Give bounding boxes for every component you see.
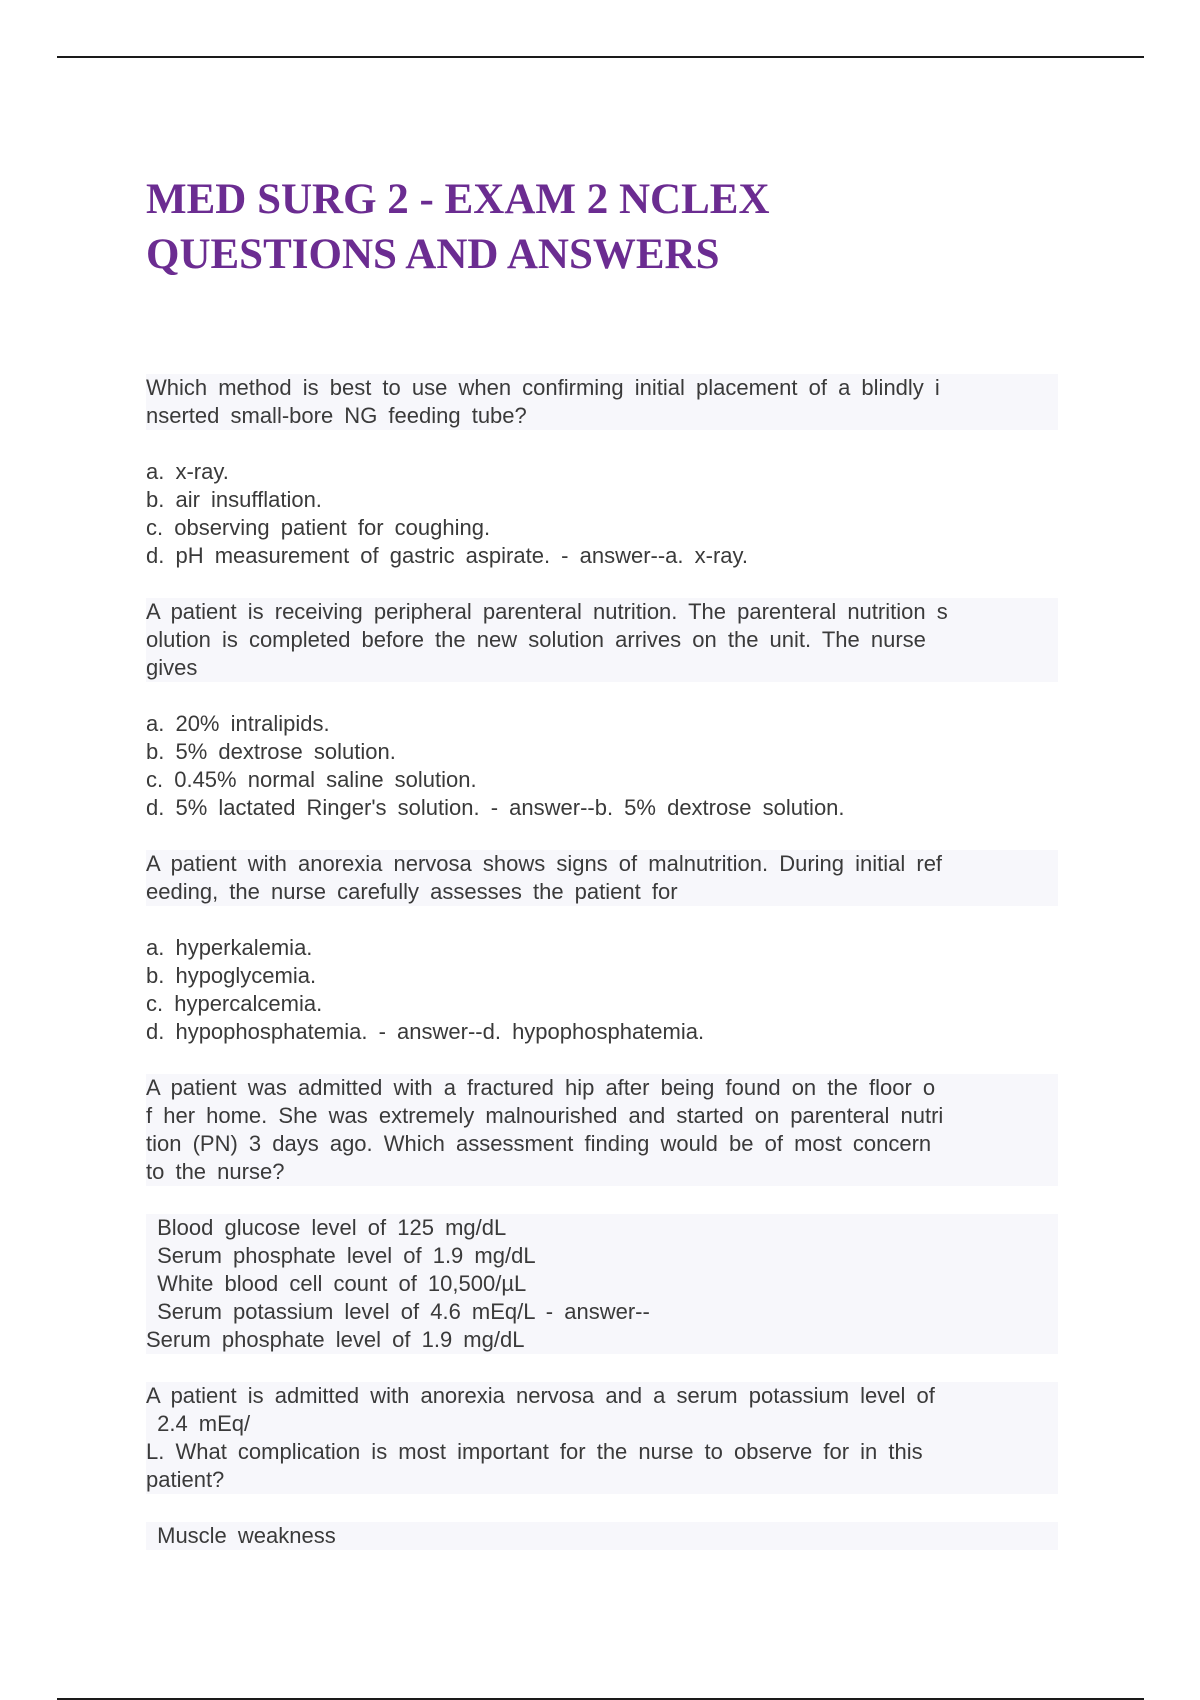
question-stem <box>146 1382 1058 1494</box>
option-line: d. pH measurement of gastric aspirate. - answer--a. x-ray. <box>146 543 749 568</box>
option-line: d. 5% lactated Ringer's solution. - answer--b. 5% dextrose solution. <box>146 795 845 820</box>
document-body <box>146 172 1058 1550</box>
stem-line: patient? <box>146 1466 1058 1494</box>
option-line: d. hypophosphatemia. - answer--d. hypophosphatemia. <box>146 1019 705 1044</box>
answer-options <box>146 934 1058 1046</box>
option-line: Serum phosphate level of 1.9 mg/dL <box>146 1326 1058 1354</box>
stem-line: 2.4 mEq/ <box>146 1410 1058 1438</box>
option-line: c. observing patient for coughing. <box>146 515 491 540</box>
question-3 <box>146 850 1058 1046</box>
stem-line: A patient is admitted with anorexia nervosa and a serum potassium level of <box>146 1382 1058 1410</box>
document-title <box>146 172 1058 282</box>
option-line: c. hypercalcemia. <box>146 991 323 1016</box>
option-line: Serum phosphate level of 1.9 mg/dL <box>146 1242 1058 1270</box>
option-line: b. hypoglycemia. <box>146 963 317 988</box>
answer-options <box>146 1522 1058 1550</box>
stem-line: A patient was admitted with a fractured hip after being found on the floor o <box>146 1074 1058 1102</box>
stem-line: eeding, the nurse carefully assesses the patient for <box>146 878 1058 906</box>
title-line: MED SURG 2 - EXAM 2 NCLEX <box>146 176 770 223</box>
title-line: QUESTIONS AND ANSWERS <box>146 231 720 278</box>
question-stem <box>146 598 1058 682</box>
answer-options <box>146 458 1058 570</box>
top-rule <box>57 56 1144 58</box>
option-line: b. 5% dextrose solution. <box>146 739 396 764</box>
option-line: b. air insufflation. <box>146 487 322 512</box>
question-5 <box>146 1382 1058 1550</box>
stem-line: to the nurse? <box>146 1158 1058 1186</box>
stem-line: gives <box>146 654 1058 682</box>
option-line: Blood glucose level of 125 mg/dL <box>146 1214 1058 1242</box>
question-4 <box>146 1074 1058 1354</box>
option-line: White blood cell count of 10,500/µL <box>146 1270 1058 1298</box>
stem-line: Which method is best to use when confirming initial placement of a blindly i <box>146 374 1058 402</box>
stem-line: olution is completed before the new solution arrives on the unit. The nurse <box>146 626 1058 654</box>
option-line: c. 0.45% normal saline solution. <box>146 767 477 792</box>
option-line: Muscle weakness <box>146 1522 1058 1550</box>
stem-line: A patient with anorexia nervosa shows signs of malnutrition. During initial ref <box>146 850 1058 878</box>
stem-line: nserted small-bore NG feeding tube? <box>146 402 1058 430</box>
answer-options <box>146 1214 1058 1354</box>
stem-line: tion (PN) 3 days ago. Which assessment finding would be of most concern <box>146 1130 1058 1158</box>
question-stem <box>146 850 1058 906</box>
answer-options <box>146 710 1058 822</box>
option-line: a. x-ray. <box>146 459 229 484</box>
option-line: a. hyperkalemia. <box>146 935 313 960</box>
stem-line: L. What complication is most important for the nurse to observe for in this <box>146 1438 1058 1466</box>
option-line: Serum potassium level of 4.6 mEq/L - answer-- <box>146 1298 1058 1326</box>
question-2 <box>146 598 1058 822</box>
question-stem <box>146 374 1058 430</box>
question-stem <box>146 1074 1058 1186</box>
stem-line: A patient is receiving peripheral parenteral nutrition. The parenteral nutrition s <box>146 598 1058 626</box>
question-1 <box>146 374 1058 570</box>
option-line: a. 20% intralipids. <box>146 711 330 736</box>
stem-line: f her home. She was extremely malnourished and started on parenteral nutri <box>146 1102 1058 1130</box>
